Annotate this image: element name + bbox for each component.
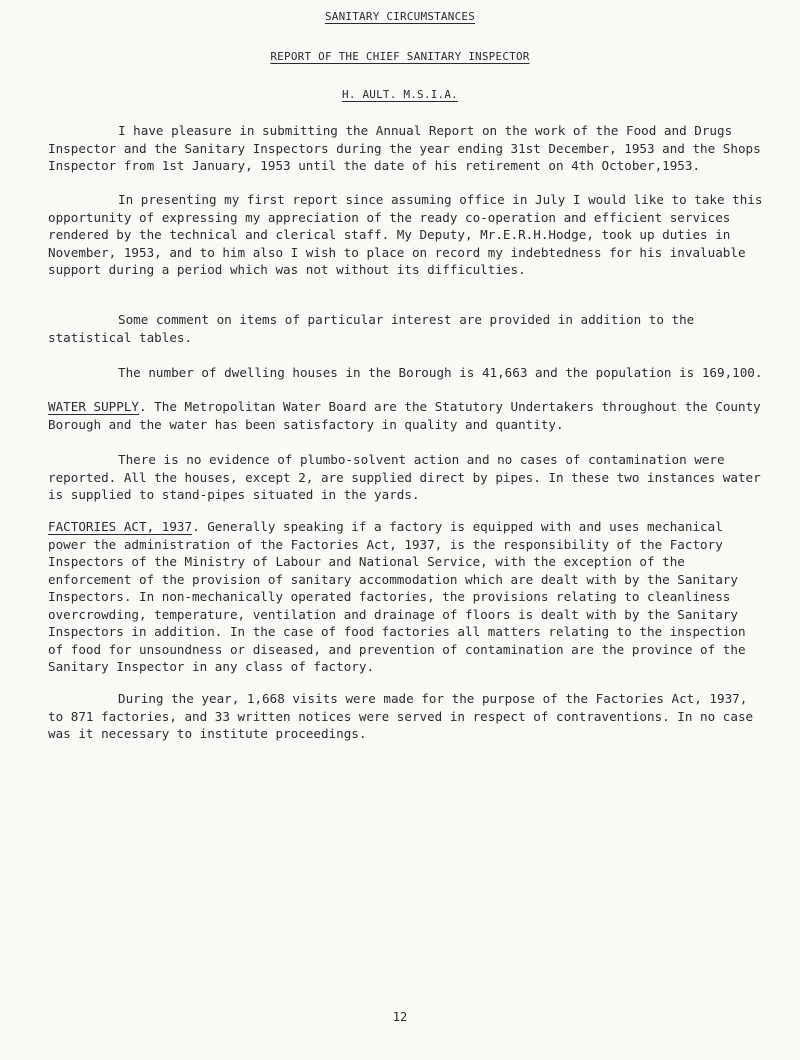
paragraph-visits: During the year, 1,668 visits were made for the purpose of the Factories Act, 1937, to 871 factories, and 33 written notices were served in respect of contraventions. In no case was it necessary to institute proceedings. [48,691,754,741]
factories-act-heading: FACTORIES ACT, 1937 [48,519,193,534]
paragraph-comment: Some comment on items of particular interest are provided in addition to the statistical tables. [48,312,695,345]
paragraph-factories-act [48,518,768,676]
author-line: H. AULT. M.S.I.A. [342,88,458,101]
paragraph-contamination: There is no evidence of plumbo-solvent action and no cases of contamination were reported. All the houses, except 2, are supplied direct by pipes. In these two instances water is supplied to stand-pipes situated in the yards. [48,452,761,502]
paragraph-water-supply [48,398,768,433]
paragraph-appreciation: In presenting my first report since assuming office in July I would like to take this opportunity of expressing my appreciation of the ready co-operation and efficient services rendered by the technical and clerical staff. My Deputy, Mr.E.R.H.Hodge, took up duties in November, 1953, and to him also I wish to place on record my indebtedness for his invaluable support during a period which was not without its difficulties. [48,192,763,277]
water-supply-text: . The Metropolitan Water Board are the Statutory Undertakers throughout the County Borough and the water has been satisfactory in quality and quantity. [48,399,761,432]
paragraph-dwellings: The number of dwelling houses in the Borough is 41,663 and the population is 169,100. [118,365,763,380]
water-supply-heading: WATER SUPPLY [48,399,139,414]
page-number: 12 [392,1010,408,1024]
report-title: REPORT OF THE CHIEF SANITARY INSPECTOR [270,50,530,63]
section-title: SANITARY CIRCUMSTANCES [324,10,476,23]
factories-act-text: . Generally speaking if a factory is equipped with and uses mechanical power the administration of the Factories Act, 1937, is the responsibility of the Factory Inspectors of the Ministry of Labour and National Service, with the exception of the enforcement of the provision of sanitary accommodation which are dealt with by the Sanitary Inspectors. In non-mechanically operated factories, the provisions relating to cleanliness overcrowding, temperature, ventilation and drainage of floors is dealt with by the Sanitary Inspectors in addition. In the case of food factories all matters relating to the inspection of food for unsoundness or diseased, and prevention of contamination are the province of the Sanitary Inspector in any class of factory. [48,519,746,674]
paragraph-intro: I have pleasure in submitting the Annual Report on the work of the Food and Drugs Inspector and the Sanitary Inspectors during the year ending 31st December, 1953 and the Shops Inspector from 1st January, 1953 until the date of his retirement on 4th October,1953. [48,123,761,173]
